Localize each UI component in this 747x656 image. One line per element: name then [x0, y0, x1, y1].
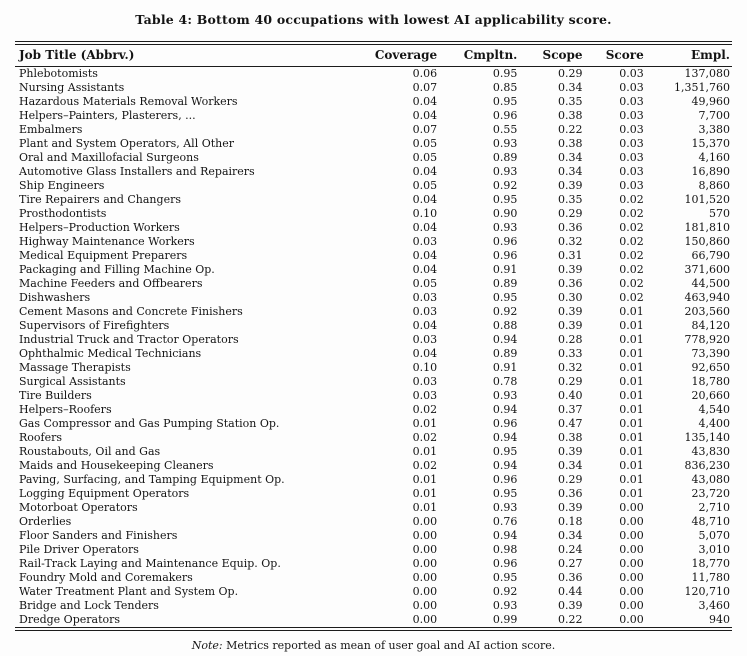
table-row — [15, 417, 732, 431]
table-header — [15, 45, 732, 66]
value-cell: 0.88 — [492, 319, 518, 332]
table-row — [15, 249, 732, 263]
table-row — [15, 515, 732, 529]
value-cell: 135,140 — [684, 431, 730, 444]
value-cell: 4,540 — [698, 403, 730, 416]
table-row — [15, 179, 732, 193]
value-cell: 49,960 — [691, 95, 730, 108]
job-title-cell: Floor Sanders and Finishers — [19, 529, 178, 542]
data-table — [15, 45, 732, 66]
value-cell: 0.39 — [558, 599, 583, 612]
value-cell: 0.33 — [558, 347, 583, 360]
value-cell: 463,940 — [684, 291, 730, 304]
job-title-cell: Oral and Maxillofacial Surgeons — [19, 151, 199, 164]
value-cell: 0.04 — [412, 319, 438, 332]
value-cell: 0.02 — [619, 277, 644, 290]
job-title-cell: Bridge and Lock Tenders — [19, 599, 159, 612]
value-cell: 371,600 — [684, 263, 730, 276]
job-title-cell: Paving, Surfacing, and Tamping Equipment Op. — [19, 473, 285, 486]
value-cell: 0.29 — [558, 375, 583, 388]
value-cell: 11,780 — [691, 571, 730, 584]
value-cell: 0.94 — [492, 403, 518, 416]
job-title-cell: Industrial Truck and Tractor Operators — [19, 333, 239, 346]
table-row — [15, 543, 732, 557]
value-cell: 0.55 — [492, 123, 518, 136]
table-bottom-rule — [15, 627, 732, 631]
job-title-cell: Highway Maintenance Workers — [19, 235, 195, 248]
value-cell: 16,890 — [691, 165, 730, 178]
value-cell: 0.39 — [558, 305, 583, 318]
value-cell: 0.34 — [558, 529, 583, 542]
value-cell: 0.03 — [412, 291, 438, 304]
value-cell: 43,080 — [691, 473, 730, 486]
value-cell: 0.98 — [492, 543, 518, 556]
table-row — [15, 585, 732, 599]
value-cell: 0.00 — [619, 515, 644, 528]
value-cell: 0.90 — [492, 207, 518, 220]
job-title-cell: Roofers — [19, 431, 63, 444]
value-cell: 0.00 — [412, 543, 438, 556]
value-cell: 0.95 — [492, 193, 518, 206]
value-cell: 0.01 — [619, 459, 644, 472]
value-cell: 1,351,760 — [674, 81, 730, 94]
value-cell: 0.01 — [619, 431, 644, 444]
table-row — [15, 207, 732, 221]
job-title-cell: Phlebotomists — [19, 67, 98, 80]
job-title-cell: Helpers–Painters, Plasterers, ... — [19, 109, 196, 122]
value-cell: 0.94 — [492, 431, 518, 444]
job-title-cell: Tire Builders — [19, 389, 92, 402]
job-title-cell: Motorboat Operators — [19, 501, 138, 514]
table-row — [15, 529, 732, 543]
value-cell: 0.96 — [492, 473, 518, 486]
table-row — [15, 263, 732, 277]
value-cell: 0.01 — [619, 403, 644, 416]
value-cell: 7,700 — [698, 109, 730, 122]
job-title-cell: Helpers–Production Workers — [19, 221, 180, 234]
value-cell: 0.22 — [558, 613, 583, 626]
job-title-cell: Embalmers — [19, 123, 83, 136]
value-cell: 0.95 — [492, 445, 518, 458]
value-cell: 0.03 — [412, 235, 438, 248]
job-title-cell: Hazardous Materials Removal Workers — [19, 95, 238, 108]
table-row — [15, 347, 732, 361]
value-cell: 0.00 — [412, 571, 438, 584]
value-cell: 0.47 — [558, 417, 583, 430]
value-cell: 0.04 — [412, 95, 438, 108]
job-title-cell: Gas Compressor and Gas Pumping Station Op. — [19, 417, 280, 430]
table-caption: Table 4: Bottom 40 occupations with lowest AI applicability score. — [135, 12, 612, 27]
table-row — [15, 599, 732, 613]
value-cell: 0.27 — [558, 557, 583, 570]
value-cell: 0.03 — [412, 333, 438, 346]
header-job-title: Job Title (Abbrv.) — [19, 48, 135, 62]
value-cell: 0.03 — [619, 81, 644, 94]
value-cell: 0.29 — [558, 473, 583, 486]
note-text: Metrics reported as mean of user goal and AI action score. — [226, 639, 556, 652]
value-cell: 0.44 — [558, 585, 583, 598]
table-row — [15, 193, 732, 207]
value-cell: 0.89 — [492, 151, 518, 164]
value-cell: 0.03 — [412, 389, 438, 402]
value-cell: 18,770 — [691, 557, 730, 570]
value-cell: 0.38 — [558, 109, 583, 122]
value-cell: 0.01 — [619, 445, 644, 458]
value-cell: 0.96 — [492, 249, 518, 262]
value-cell: 0.01 — [412, 487, 438, 500]
job-title-cell: Nursing Assistants — [19, 81, 125, 94]
value-cell: 0.18 — [558, 515, 583, 528]
value-cell: 0.34 — [558, 459, 583, 472]
value-cell: 0.93 — [492, 221, 518, 234]
note-label: Note: — [191, 639, 223, 652]
value-cell: 150,860 — [684, 235, 730, 248]
value-cell: 0.95 — [492, 67, 518, 80]
value-cell: 203,560 — [684, 305, 730, 318]
value-cell: 0.39 — [558, 179, 583, 192]
table-row — [15, 221, 732, 235]
value-cell: 0.00 — [619, 557, 644, 570]
value-cell: 0.00 — [619, 501, 644, 514]
value-cell: 0.02 — [619, 193, 644, 206]
value-cell: 0.04 — [412, 221, 438, 234]
value-cell: 0.02 — [619, 291, 644, 304]
table-row — [15, 445, 732, 459]
value-cell: 73,390 — [691, 347, 730, 360]
value-cell: 101,520 — [684, 193, 730, 206]
job-title-cell: Pile Driver Operators — [19, 543, 139, 556]
value-cell: 0.40 — [558, 389, 583, 402]
header-coverage: Coverage — [374, 48, 438, 62]
table-row — [15, 123, 732, 137]
value-cell: 0.03 — [619, 67, 644, 80]
value-cell: 0.37 — [558, 403, 583, 416]
value-cell: 0.03 — [412, 305, 438, 318]
job-title-cell: Rail-Track Laying and Maintenance Equip. Op. — [19, 557, 281, 570]
table-row — [15, 95, 732, 109]
job-title-cell: Cement Masons and Concrete Finishers — [19, 305, 243, 318]
job-title-cell: Medical Equipment Preparers — [19, 249, 188, 262]
table-row — [15, 235, 732, 249]
value-cell: 0.02 — [412, 403, 438, 416]
value-cell: 0.02 — [619, 263, 644, 276]
value-cell: 0.96 — [492, 417, 518, 430]
job-title-cell: Foundry Mold and Coremakers — [19, 571, 193, 584]
job-title-cell: Surgical Assistants — [19, 375, 126, 388]
value-cell: 181,810 — [684, 221, 730, 234]
value-cell: 0.00 — [619, 571, 644, 584]
value-cell: 0.95 — [492, 571, 518, 584]
value-cell: 0.92 — [492, 179, 518, 192]
value-cell: 3,380 — [698, 123, 730, 136]
value-cell: 0.03 — [412, 375, 438, 388]
value-cell: 0.01 — [619, 347, 644, 360]
value-cell: 0.96 — [492, 109, 518, 122]
value-cell: 0.96 — [492, 557, 518, 570]
value-cell: 0.34 — [558, 165, 583, 178]
value-cell: 0.34 — [558, 151, 583, 164]
value-cell: 0.01 — [619, 389, 644, 402]
value-cell: 0.01 — [619, 375, 644, 388]
value-cell: 0.89 — [492, 277, 518, 290]
value-cell: 0.00 — [412, 529, 438, 542]
value-cell: 0.04 — [412, 263, 438, 276]
value-cell: 0.32 — [558, 361, 583, 374]
value-cell: 5,070 — [698, 529, 730, 542]
value-cell: 0.03 — [619, 123, 644, 136]
value-cell: 0.31 — [558, 249, 583, 262]
value-cell: 0.01 — [619, 319, 644, 332]
value-cell: 0.02 — [412, 459, 438, 472]
job-title-cell: Automotive Glass Installers and Repairers — [19, 165, 255, 178]
value-cell: 0.93 — [492, 165, 518, 178]
value-cell: 0.00 — [412, 599, 438, 612]
value-cell: 0.24 — [558, 543, 583, 556]
value-cell: 0.03 — [619, 179, 644, 192]
value-cell: 48,710 — [691, 515, 730, 528]
value-cell: 836,230 — [684, 459, 730, 472]
value-cell: 0.05 — [412, 151, 438, 164]
value-cell: 0.05 — [412, 179, 438, 192]
value-cell: 0.94 — [492, 459, 518, 472]
value-cell: 0.30 — [558, 291, 583, 304]
job-title-cell: Ship Engineers — [19, 179, 105, 192]
value-cell: 84,120 — [691, 319, 730, 332]
value-cell: 23,720 — [691, 487, 730, 500]
header-cmpltn: Cmpltn. — [463, 48, 518, 62]
table-row — [15, 459, 732, 473]
value-cell: 0.78 — [492, 375, 518, 388]
value-cell: 66,790 — [691, 249, 730, 262]
value-cell: 4,160 — [698, 151, 730, 164]
value-cell: 0.01 — [412, 501, 438, 514]
value-cell: 0.00 — [619, 613, 644, 626]
value-cell: 0.01 — [619, 333, 644, 346]
value-cell: 0.32 — [558, 235, 583, 248]
value-cell: 120,710 — [684, 585, 730, 598]
value-cell: 18,780 — [691, 375, 730, 388]
value-cell: 0.89 — [492, 347, 518, 360]
value-cell: 0.03 — [619, 151, 644, 164]
value-cell: 0.00 — [412, 515, 438, 528]
value-cell: 0.04 — [412, 193, 438, 206]
value-cell: 0.91 — [492, 361, 518, 374]
header-empl: Empl. — [691, 48, 730, 62]
value-cell: 778,920 — [684, 333, 730, 346]
value-cell: 0.01 — [412, 473, 438, 486]
table-row — [15, 361, 732, 375]
value-cell: 0.07 — [412, 81, 438, 94]
value-cell: 0.29 — [558, 207, 583, 220]
table-row — [15, 403, 732, 417]
value-cell: 0.01 — [619, 487, 644, 500]
value-cell: 0.36 — [558, 221, 583, 234]
value-cell: 0.10 — [412, 361, 438, 374]
job-title-cell: Water Treatment Plant and System Op. — [19, 585, 239, 598]
value-cell: 0.35 — [558, 95, 583, 108]
value-cell: 0.28 — [558, 333, 583, 346]
job-title-cell: Plant and System Operators, All Other — [19, 137, 235, 150]
value-cell: 0.99 — [492, 613, 518, 626]
job-title-cell: Packaging and Filling Machine Op. — [19, 263, 215, 276]
job-title-cell: Dredge Operators — [19, 613, 121, 626]
value-cell: 137,080 — [684, 67, 730, 80]
value-cell: 0.10 — [412, 207, 438, 220]
value-cell: 0.02 — [619, 249, 644, 262]
value-cell: 0.93 — [492, 599, 518, 612]
value-cell: 0.35 — [558, 193, 583, 206]
job-title-cell: Maids and Housekeeping Cleaners — [19, 459, 214, 472]
value-cell: 4,400 — [698, 417, 730, 430]
job-title-cell: Massage Therapists — [19, 361, 131, 374]
value-cell: 570 — [709, 207, 730, 220]
table-row — [15, 165, 732, 179]
value-cell: 0.94 — [492, 529, 518, 542]
value-cell: 0.95 — [492, 291, 518, 304]
value-cell: 0.93 — [492, 501, 518, 514]
table-row — [15, 487, 732, 501]
value-cell: 15,370 — [691, 137, 730, 150]
header-score: Score — [605, 48, 644, 62]
value-cell: 0.04 — [412, 165, 438, 178]
job-title-cell: Helpers–Roofers — [19, 403, 112, 416]
value-cell: 0.22 — [558, 123, 583, 136]
value-cell: 0.34 — [558, 81, 583, 94]
value-cell: 0.02 — [619, 207, 644, 220]
value-cell: 3,010 — [698, 543, 730, 556]
table-row — [15, 81, 732, 95]
header-scope: Scope — [542, 48, 583, 62]
value-cell: 0.39 — [558, 263, 583, 276]
table-row — [15, 291, 732, 305]
value-cell: 0.93 — [492, 389, 518, 402]
job-title-cell: Dishwashers — [19, 291, 91, 304]
table-row — [15, 277, 732, 291]
table-row — [15, 431, 732, 445]
value-cell: 0.00 — [412, 585, 438, 598]
value-cell: 0.04 — [412, 109, 438, 122]
value-cell: 0.95 — [492, 95, 518, 108]
table-row — [15, 109, 732, 123]
table-row — [15, 501, 732, 515]
value-cell: 43,830 — [691, 445, 730, 458]
value-cell: 0.96 — [492, 235, 518, 248]
value-cell: 0.36 — [558, 571, 583, 584]
value-cell: 0.03 — [619, 109, 644, 122]
value-cell: 0.05 — [412, 277, 438, 290]
value-cell: 0.06 — [412, 67, 438, 80]
value-cell: 0.76 — [492, 515, 518, 528]
table-row — [15, 333, 732, 347]
job-title-cell: Orderlies — [19, 515, 72, 528]
data-table-body — [15, 67, 732, 627]
table-row — [15, 305, 732, 319]
table-row — [15, 319, 732, 333]
value-cell: 0.07 — [412, 123, 438, 136]
job-title-cell: Ophthalmic Medical Technicians — [19, 347, 202, 360]
table-body — [15, 67, 732, 627]
table-row — [15, 473, 732, 487]
occupations-table — [15, 41, 732, 631]
value-cell: 0.95 — [492, 487, 518, 500]
value-cell: 0.04 — [412, 347, 438, 360]
value-cell: 0.04 — [412, 249, 438, 262]
value-cell: 2,710 — [698, 501, 730, 514]
value-cell: 0.00 — [412, 613, 438, 626]
value-cell: 0.36 — [558, 277, 583, 290]
job-title-cell: Logging Equipment Operators — [19, 487, 190, 500]
table-row — [15, 557, 732, 571]
job-title-cell: Supervisors of Firefighters — [19, 319, 170, 332]
value-cell: 0.02 — [619, 235, 644, 248]
table-row — [15, 151, 732, 165]
value-cell: 0.02 — [412, 431, 438, 444]
value-cell: 0.03 — [619, 95, 644, 108]
job-title-cell: Tire Repairers and Changers — [19, 193, 181, 206]
value-cell: 0.39 — [558, 445, 583, 458]
value-cell: 0.02 — [619, 221, 644, 234]
value-cell: 0.01 — [412, 417, 438, 430]
value-cell: 0.00 — [412, 557, 438, 570]
table-row — [15, 137, 732, 151]
value-cell: 940 — [709, 613, 730, 626]
table-row — [15, 389, 732, 403]
value-cell: 0.01 — [619, 361, 644, 374]
value-cell: 0.01 — [619, 305, 644, 318]
value-cell: 0.94 — [492, 333, 518, 346]
value-cell: 0.01 — [619, 417, 644, 430]
value-cell: 0.39 — [558, 319, 583, 332]
value-cell: 92,650 — [691, 361, 730, 374]
value-cell: 20,660 — [691, 389, 730, 402]
value-cell: 0.93 — [492, 137, 518, 150]
value-cell: 0.92 — [492, 585, 518, 598]
table-row — [15, 571, 732, 585]
value-cell: 3,460 — [698, 599, 730, 612]
value-cell: 0.91 — [492, 263, 518, 276]
value-cell: 0.01 — [412, 445, 438, 458]
value-cell: 0.00 — [619, 543, 644, 556]
value-cell: 0.38 — [558, 137, 583, 150]
value-cell: 8,860 — [698, 179, 730, 192]
table-row — [15, 67, 732, 81]
value-cell: 0.38 — [558, 431, 583, 444]
table-note — [0, 639, 747, 652]
job-title-cell: Prosthodontists — [19, 207, 107, 220]
value-cell: 0.03 — [619, 165, 644, 178]
value-cell: 0.36 — [558, 487, 583, 500]
value-cell: 0.92 — [492, 305, 518, 318]
table-row — [15, 375, 732, 389]
value-cell: 0.00 — [619, 529, 644, 542]
value-cell: 0.85 — [492, 81, 518, 94]
value-cell: 0.00 — [619, 599, 644, 612]
value-cell: 0.03 — [619, 137, 644, 150]
value-cell: 0.05 — [412, 137, 438, 150]
value-cell: 0.29 — [558, 67, 583, 80]
value-cell: 44,500 — [691, 277, 730, 290]
value-cell: 0.01 — [619, 473, 644, 486]
table-row — [15, 613, 732, 627]
value-cell: 0.39 — [558, 501, 583, 514]
value-cell: 0.00 — [619, 585, 644, 598]
job-title-cell: Machine Feeders and Offbearers — [19, 277, 203, 290]
job-title-cell: Roustabouts, Oil and Gas — [19, 445, 161, 458]
header-row — [15, 45, 732, 66]
